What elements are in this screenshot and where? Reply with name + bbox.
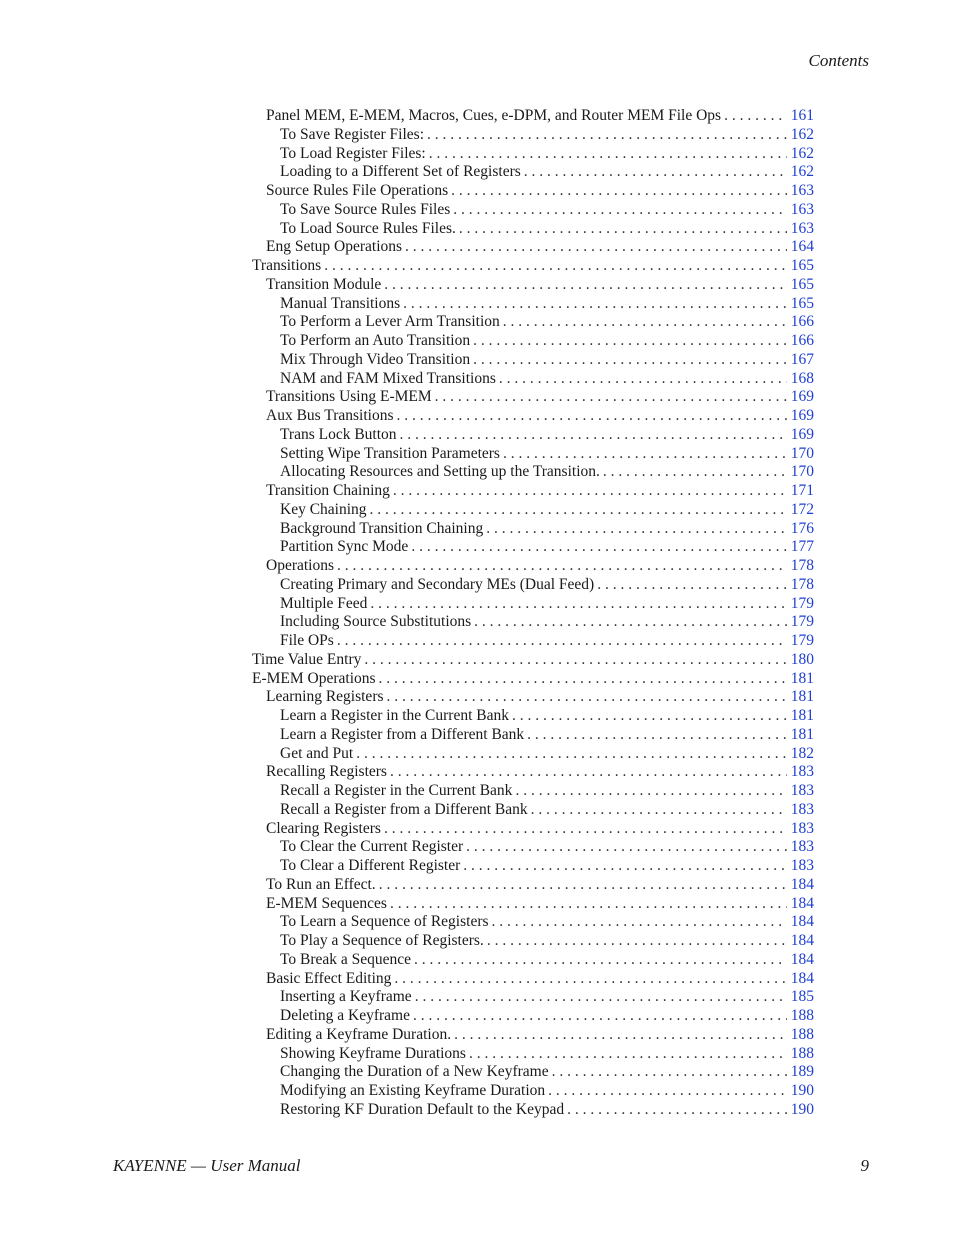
dot-leader <box>724 107 787 126</box>
toc-entry-title: Aux Bus Transitions <box>266 407 394 424</box>
toc-entry-title: Deleting a Keyframe <box>280 1007 410 1024</box>
toc-entry[interactable] <box>252 201 814 220</box>
toc-entry[interactable] <box>252 1063 814 1082</box>
toc-entry-title: To Clear the Current Register <box>280 838 464 856</box>
toc-page-link[interactable]: 184 <box>790 950 814 968</box>
toc-entry[interactable] <box>252 651 814 670</box>
toc-page-link[interactable]: 184 <box>790 913 814 931</box>
toc-entry[interactable] <box>252 688 814 707</box>
toc-page-link[interactable]: 181 <box>790 725 814 743</box>
toc-page-link[interactable]: 167 <box>790 350 814 368</box>
toc-page-link[interactable]: 184 <box>790 875 814 893</box>
toc-entry-title: Key Chaining <box>280 500 367 518</box>
toc-entry-title: Transition Chaining <box>266 482 390 499</box>
toc-entry-title: Inserting a Keyframe <box>280 988 412 1006</box>
toc-page-link[interactable]: 183 <box>790 819 814 837</box>
page-number: 9 <box>860 1156 869 1175</box>
toc-entry-title: Get and Put <box>280 744 354 762</box>
dot-leader <box>499 370 787 389</box>
dot-leader <box>473 332 787 351</box>
toc-entry-title: To Load Source Rules Files. <box>280 219 456 237</box>
toc-entry-title: Recalling Registers <box>266 763 387 781</box>
dot-leader <box>474 613 787 632</box>
toc-page-link[interactable]: 189 <box>790 1063 814 1081</box>
toc-entry-title: To Load Register Files: <box>280 144 426 162</box>
toc-entry[interactable] <box>252 276 814 295</box>
toc-page-link[interactable]: 165 <box>790 275 814 293</box>
toc-entry[interactable] <box>252 295 814 314</box>
toc-entry[interactable] <box>252 988 814 1007</box>
toc-entry[interactable] <box>252 726 814 745</box>
toc-entry-title: Eng Setup Operations <box>266 238 403 256</box>
dot-leader <box>454 1026 787 1045</box>
toc-entry[interactable] <box>252 445 814 464</box>
footer-title: KAYENNE — User Manual <box>113 1156 301 1175</box>
toc-entry[interactable] <box>252 632 814 651</box>
toc-entry-title: Restoring KF Duration Default to the Keypad <box>280 1100 565 1118</box>
toc-entry[interactable] <box>252 745 814 764</box>
toc-entry[interactable] <box>252 220 814 239</box>
toc-entry[interactable] <box>252 820 814 839</box>
toc-entry[interactable] <box>252 257 814 276</box>
dot-leader <box>492 913 787 932</box>
toc-entry-title: File OPs <box>280 632 334 649</box>
dot-leader <box>435 388 787 407</box>
toc-entry-title: Learning Registers <box>266 688 384 706</box>
toc-entry-title: Mix Through Video Transition <box>280 350 471 368</box>
dot-leader <box>370 501 787 520</box>
toc-entry[interactable] <box>252 763 814 782</box>
toc-page-link[interactable]: 185 <box>790 988 814 1006</box>
toc-page-link[interactable]: 180 <box>790 650 814 668</box>
toc-entry[interactable] <box>252 351 814 370</box>
toc-entry-title: Panel MEM, E-MEM, Macros, Cues, e-DPM, and Router MEM File Ops <box>266 107 722 124</box>
dot-leader <box>548 1082 787 1101</box>
toc-entry-title: E-MEM Sequences <box>266 894 387 912</box>
toc-entry-title: Recall a Register in the Current Bank <box>280 782 513 799</box>
dot-leader <box>324 257 787 276</box>
toc-entry-title: Showing Keyframe Durations <box>280 1044 466 1062</box>
dot-leader <box>379 670 787 689</box>
dot-leader <box>603 463 787 482</box>
toc-entry-title: To Clear a Different Register <box>280 857 461 874</box>
toc-entry[interactable] <box>252 707 814 726</box>
toc-page-link[interactable]: 188 <box>790 1025 814 1043</box>
toc-entry[interactable] <box>252 1045 814 1064</box>
toc-entry[interactable] <box>252 182 814 201</box>
toc-entry-title: Source Rules File Operations <box>266 182 449 199</box>
toc-entry[interactable] <box>252 932 814 951</box>
dot-leader <box>527 726 787 745</box>
toc-entry-title: Basic Effect Editing <box>266 969 392 987</box>
toc-entry[interactable] <box>252 1007 814 1026</box>
dot-leader <box>524 163 787 182</box>
toc-entry[interactable] <box>252 1101 814 1120</box>
toc-entry[interactable] <box>252 238 814 257</box>
toc-page-link[interactable]: 169 <box>790 407 814 424</box>
toc-page-link[interactable]: 176 <box>790 519 814 537</box>
toc-entry-title: Manual Transitions <box>280 294 401 312</box>
toc-entry-title: To Learn a Sequence of Registers <box>280 913 489 931</box>
toc-page-link[interactable]: 169 <box>790 388 814 406</box>
dot-leader <box>364 651 786 670</box>
dot-leader <box>393 482 787 501</box>
dot-leader <box>429 145 787 164</box>
dot-leader <box>597 576 787 595</box>
dot-leader <box>394 970 786 989</box>
toc-entry-title: Multiple Feed <box>280 594 368 612</box>
toc-page-link[interactable]: 178 <box>790 575 814 593</box>
dot-leader <box>400 426 787 445</box>
toc-entry-title: Operations <box>266 557 335 574</box>
dot-leader <box>413 1007 787 1026</box>
dot-leader <box>487 932 787 951</box>
toc-page-link[interactable]: 184 <box>790 894 814 912</box>
dot-leader <box>411 538 786 557</box>
dot-leader <box>427 126 787 145</box>
toc-page-link[interactable]: 181 <box>790 688 814 706</box>
dot-leader <box>415 988 787 1007</box>
toc-entry-title: Trans Lock Button <box>280 425 397 443</box>
dot-leader <box>403 295 787 314</box>
toc-page-link[interactable]: 172 <box>790 500 814 518</box>
dot-leader <box>390 895 787 914</box>
toc-page-link[interactable]: 163 <box>790 200 814 218</box>
toc-entry-title: To Break a Sequence <box>280 950 412 968</box>
toc-page-link[interactable]: 178 <box>790 557 814 574</box>
toc-entry-title: Modifying an Existing Keyframe Duration <box>280 1082 546 1099</box>
toc-entry-title: Recall a Register from a Different Bank <box>280 800 528 818</box>
toc-page-link[interactable]: 161 <box>790 107 814 124</box>
toc-entry-title: To Perform a Lever Arm Transition <box>280 313 500 331</box>
dot-leader <box>414 951 787 970</box>
toc-entry[interactable] <box>252 501 814 520</box>
dot-leader <box>466 838 787 857</box>
toc-entry[interactable] <box>252 613 814 632</box>
toc-page-link[interactable]: 170 <box>790 444 814 462</box>
toc-entry[interactable] <box>252 1082 814 1101</box>
toc-entry[interactable] <box>252 576 814 595</box>
toc-page-link[interactable]: 169 <box>790 425 814 443</box>
toc-entry[interactable] <box>252 913 814 932</box>
toc-entry-title: Loading to a Different Set of Registers <box>280 163 521 181</box>
toc-entry[interactable] <box>252 482 814 501</box>
dot-leader <box>384 820 787 839</box>
toc-entry-title: Partition Sync Mode <box>280 538 409 556</box>
dot-leader <box>390 763 787 782</box>
toc-page-link[interactable]: 183 <box>790 763 814 781</box>
dot-leader <box>503 313 787 332</box>
dot-leader <box>453 201 786 220</box>
toc-entry-title: Clearing Registers <box>266 819 381 837</box>
dot-leader <box>469 1045 787 1064</box>
dot-leader <box>503 445 787 464</box>
toc-entry[interactable] <box>252 857 814 876</box>
dot-leader <box>356 745 787 764</box>
toc-entry-title: Background Transition Chaining <box>280 519 484 537</box>
toc-entry-title: Transitions <box>252 257 322 274</box>
dot-leader <box>396 407 786 426</box>
page-footer <box>113 1156 869 1176</box>
dot-leader <box>387 688 787 707</box>
toc-page-link[interactable]: 190 <box>790 1100 814 1118</box>
toc-page-link[interactable]: 182 <box>790 744 814 762</box>
toc-page-link[interactable]: 179 <box>790 632 814 649</box>
toc-entry[interactable] <box>252 970 814 989</box>
toc-page-link[interactable]: 183 <box>790 782 814 799</box>
toc-page-link[interactable]: 179 <box>790 613 814 631</box>
toc-entry-title: To Save Source Rules Files <box>280 200 451 218</box>
toc-page-link[interactable]: 162 <box>790 144 814 162</box>
toc-entry[interactable] <box>252 463 814 482</box>
toc-page-link[interactable]: 162 <box>790 125 814 143</box>
toc-page-link[interactable]: 166 <box>790 313 814 331</box>
toc-entry[interactable] <box>252 313 814 332</box>
toc-entry[interactable] <box>252 145 814 164</box>
toc-page-link[interactable]: 163 <box>790 182 814 199</box>
toc-page-link[interactable]: 171 <box>790 482 814 499</box>
toc-page-link[interactable]: 165 <box>790 294 814 312</box>
toc-entry[interactable] <box>252 876 814 895</box>
toc-page-link[interactable]: 179 <box>790 594 814 612</box>
toc-entry[interactable] <box>252 557 814 576</box>
toc-entry-title: Creating Primary and Secondary MEs (Dual Feed) <box>280 575 595 593</box>
toc-page-link[interactable]: 170 <box>790 463 814 481</box>
toc-entry-title: To Run an Effect. <box>266 875 376 893</box>
dot-leader <box>337 632 787 651</box>
toc-entry[interactable] <box>252 782 814 801</box>
toc-page-link[interactable]: 184 <box>790 932 814 949</box>
dot-leader <box>459 220 787 239</box>
dot-leader <box>379 876 787 895</box>
toc-page-link[interactable]: 184 <box>790 969 814 987</box>
table-of-contents <box>252 107 814 1120</box>
toc-page-link[interactable]: 177 <box>790 538 814 556</box>
toc-entry[interactable] <box>252 595 814 614</box>
toc-entry-title: NAM and FAM Mixed Transitions <box>280 369 496 387</box>
toc-entry-title: Transitions Using E-MEM <box>266 388 432 406</box>
dot-leader <box>405 238 787 257</box>
toc-entry-title: Setting Wipe Transition Parameters <box>280 444 500 462</box>
toc-entry[interactable] <box>252 332 814 351</box>
toc-page-link[interactable]: 164 <box>790 238 814 256</box>
toc-entry-title: Changing the Duration of a New Keyframe <box>280 1063 549 1081</box>
dot-leader <box>552 1063 787 1082</box>
toc-entry[interactable] <box>252 126 814 145</box>
toc-page-link[interactable]: 183 <box>790 857 814 874</box>
toc-entry[interactable] <box>252 1026 814 1045</box>
toc-page-link[interactable]: 168 <box>790 369 814 387</box>
dot-leader <box>486 520 787 539</box>
toc-page-link[interactable]: 188 <box>790 1044 814 1062</box>
toc-entry-title: To Save Register Files: <box>280 125 424 143</box>
toc-entry[interactable] <box>252 370 814 389</box>
toc-entry-title: Editing a Keyframe Duration. <box>266 1025 452 1043</box>
dot-leader <box>370 595 786 614</box>
toc-entry[interactable] <box>252 538 814 557</box>
dot-leader <box>515 782 786 801</box>
toc-entry[interactable] <box>252 107 814 126</box>
toc-page-link[interactable]: 162 <box>790 163 814 181</box>
toc-page-link[interactable]: 190 <box>790 1082 814 1099</box>
toc-page-link[interactable]: 165 <box>790 257 814 274</box>
toc-entry-title: Allocating Resources and Setting up the Transition. <box>280 463 600 481</box>
toc-entry-title: Learn a Register from a Different Bank <box>280 725 525 743</box>
dot-leader <box>384 276 786 295</box>
toc-page-link[interactable]: 163 <box>790 219 814 237</box>
toc-entry-title: Time Value Entry <box>252 650 362 668</box>
toc-page-link[interactable]: 183 <box>790 838 814 856</box>
toc-entry-title: Including Source Substitutions <box>280 613 472 631</box>
toc-entry[interactable] <box>252 407 814 426</box>
dot-leader <box>512 707 787 726</box>
toc-entry[interactable] <box>252 670 814 689</box>
dot-leader <box>473 351 787 370</box>
toc-entry[interactable] <box>252 951 814 970</box>
dot-leader <box>567 1101 787 1120</box>
toc-page-link[interactable]: 183 <box>790 800 814 818</box>
toc-entry-title: To Play a Sequence of Registers. <box>280 932 484 949</box>
dot-leader <box>531 801 787 820</box>
toc-entry-title: E-MEM Operations <box>252 669 376 687</box>
toc-page-link[interactable]: 166 <box>790 332 814 349</box>
dot-leader <box>451 182 787 201</box>
toc-entry[interactable] <box>252 163 814 182</box>
toc-entry-title: Transition Module <box>266 275 382 293</box>
toc-entry[interactable] <box>252 426 814 445</box>
toc-entry[interactable] <box>252 895 814 914</box>
toc-entry[interactable] <box>252 838 814 857</box>
toc-page-link[interactable]: 181 <box>790 707 814 724</box>
running-header: Contents <box>808 51 869 70</box>
toc-entry[interactable] <box>252 520 814 539</box>
dot-leader <box>463 857 786 876</box>
toc-page-link[interactable]: 181 <box>790 669 814 687</box>
toc-entry[interactable] <box>252 388 814 407</box>
toc-entry-title: To Perform an Auto Transition <box>280 332 471 349</box>
toc-entry[interactable] <box>252 801 814 820</box>
toc-entry-title: Learn a Register in the Current Bank <box>280 707 509 724</box>
toc-page-link[interactable]: 188 <box>790 1007 814 1024</box>
dot-leader <box>337 557 787 576</box>
